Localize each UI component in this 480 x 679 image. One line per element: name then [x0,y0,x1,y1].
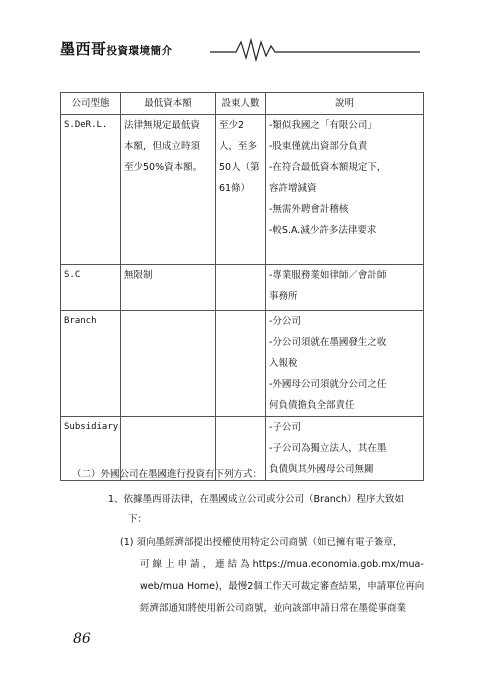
sub-list-item [120,532,426,620]
header-title-sub: 投資環境簡介 [106,45,173,57]
cell-line: 本額，但成立時須 [124,141,201,152]
notes-cell [266,265,424,311]
shareholders-cell [216,265,266,311]
cell-line: 61條） [219,183,251,194]
cell-line: 容許增減資 [269,183,317,194]
column-header: 說明 [266,93,424,115]
shareholders-cell [216,115,266,265]
cell-line: 何負債擔負全部責任 [269,400,355,411]
column-header: 設東人數 [216,93,266,115]
table-row [61,115,424,265]
table-header-row [61,93,424,115]
cell-line: -類似我國之「有限公司」 [269,120,377,131]
company-type-cell: S.DeR.L. [61,115,121,265]
table-row [61,311,424,417]
column-header: 最低資本額 [121,93,216,115]
notes-cell [266,115,424,265]
cell-line: -分公司 [269,316,301,327]
capital-cell [121,311,216,417]
cell-line: 至少50%資本額。 [124,162,203,173]
cell-line: -無需外聘會計稽核 [269,204,349,215]
cell-line: 負債與其外國母公司無關 [269,464,374,475]
notes-cell [266,417,424,481]
cell-line: 事務所 [269,291,298,302]
page-number: 86 [73,631,91,647]
header-title [60,38,173,59]
sub-item-line: (1) 須向墨經濟部提出授權使用特定公司商號（如已擁有電子簽章， [120,537,403,548]
capital-cell [121,265,216,311]
capital-cell [121,115,216,265]
header-title-main: 墨西哥 [60,40,107,58]
cell-line: -子公司為獨立法人，其在墨 [269,443,387,454]
list-item [108,490,426,530]
item-text-line: 下： [128,514,148,525]
company-type-cell: S.C [61,265,121,311]
company-type-cell: Subsidiary [61,417,121,481]
column-header: 公司型態 [61,93,121,115]
cell-line: -外國母公司須就分公司之任 [269,379,387,390]
cell-line: -在符合最低資本額規定下， [269,162,387,173]
table-row [61,265,424,311]
company-type-cell: Branch [61,311,121,417]
cell-line: 人，至多 [219,141,258,152]
sub-item-line: web/mua Home)，最慢2個工作天可裁定審查結果，申請單位再向 [140,581,425,592]
cell-line: -較S.A.減少許多法律要求 [269,225,377,236]
cell-line: 至少2 [219,120,245,131]
cell-line: 無限制 [124,270,153,281]
page-header [60,34,420,62]
company-type-table [60,92,424,481]
cell-line: -子公司 [269,422,301,433]
cell-line: -股東僅就出資部分負責 [269,141,368,152]
sub-item-line: 可 線 上 申 請 ， 連 結 為 https://mua.economia.gob.mx/mua- [140,559,424,570]
section-heading: （二）外國公司在墨國進行投資有下列方式： [72,469,263,480]
item-text-line: 1、依據墨西哥法律，在墨國成立公司或分公司（Branch）程序大致如 [108,494,405,505]
notes-cell [266,311,424,417]
shareholders-cell [216,311,266,417]
cell-line: 入報稅 [269,358,298,369]
cell-line: -專業服務業如律師／會計師 [269,270,387,281]
cell-line: 50人（第 [219,162,260,173]
cell-line: 法律無規定最低資 [124,120,201,131]
cell-line: -分公司須就在墨國發生之收 [269,337,387,348]
sub-item-line: 經濟部通知將使用新公司商號，並向該部申請日常在墨從事商業 [140,603,407,614]
